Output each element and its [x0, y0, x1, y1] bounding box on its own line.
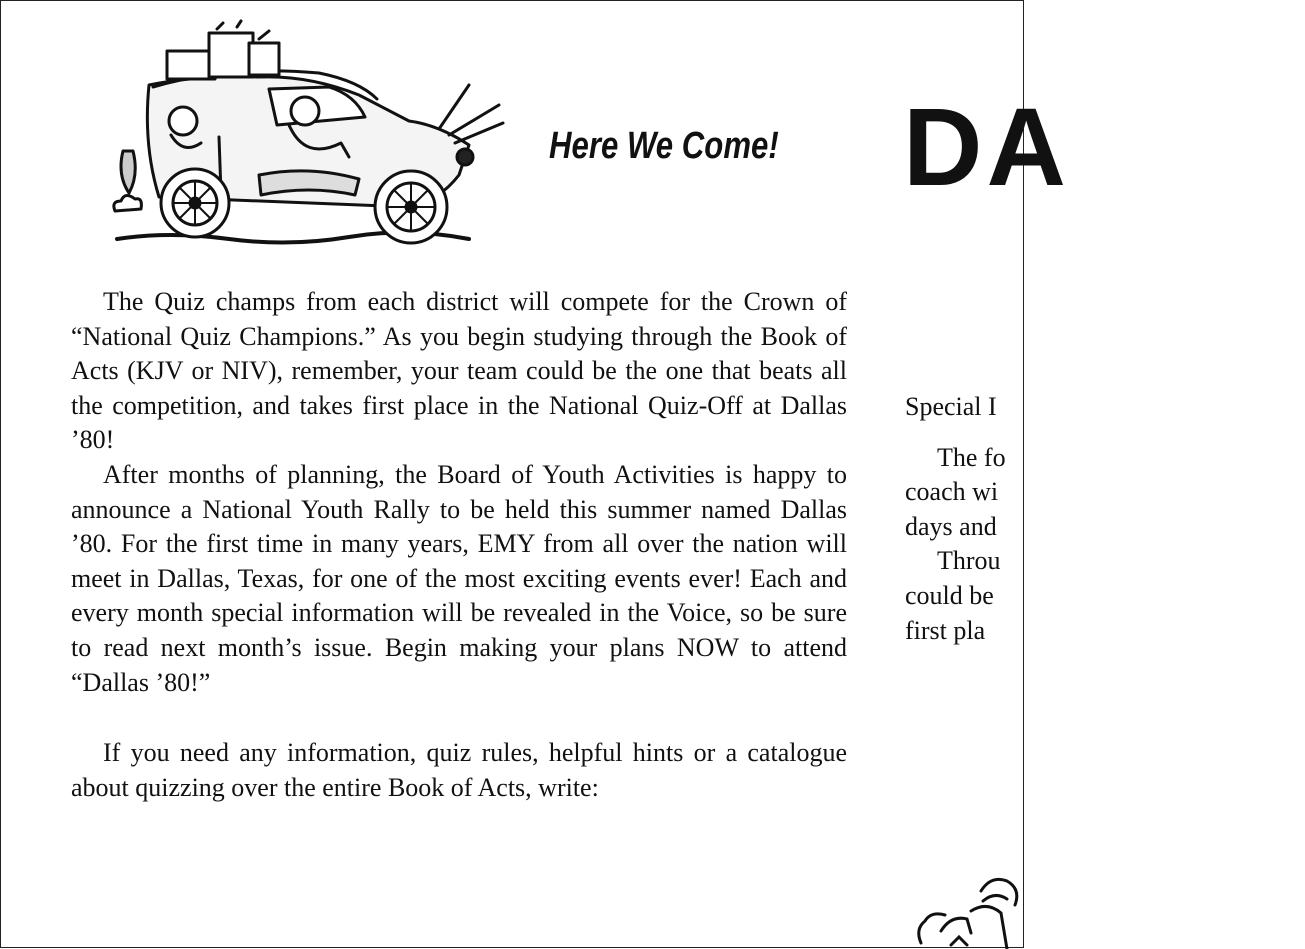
big-title: DA [903, 86, 1070, 209]
paragraph: If you need any information, quiz rules, helpful hints or a catalogue about quizzing over the entire Book of Acts, write: [71, 738, 847, 802]
right-column [905, 390, 1305, 648]
left-column [71, 285, 847, 805]
right-column-line: could be [905, 580, 994, 610]
paragraph: The Quiz champs from each district will compete for the Crown of “National Quiz Champions.” As you begin studying through the Book of Acts (KJV or NIV), remember, your team could be the one that beats all the competition, and takes first place in the National Quiz-Off at Dallas ’80! [71, 287, 847, 455]
right-column-line: The fo [937, 442, 1006, 472]
spacer [905, 425, 1305, 441]
right-column-line: days and [905, 511, 997, 541]
paragraph: After months of planning, the Board of Youth Activities is happy to announce a National Youth Rally to be held this summer named Dallas ’80. For the first time in many years, EMY from all over the nation will meet in Dallas, Texas, for one of the most exciting events ever! Each and every month special information will be revealed in the Voice, so be sure to read next month’s issue. Begin making your plans NOW to attend “Dallas ’80!” [71, 459, 847, 697]
right-column-line: coach wi [905, 477, 999, 507]
corner-drawing [911, 871, 1025, 949]
right-column-line: first pla [905, 615, 986, 645]
headline: Here We Come! [549, 125, 779, 167]
right-column-line: Throu [937, 546, 1001, 576]
right-column-line: Special I [905, 392, 997, 421]
car-illustration [109, 25, 509, 251]
